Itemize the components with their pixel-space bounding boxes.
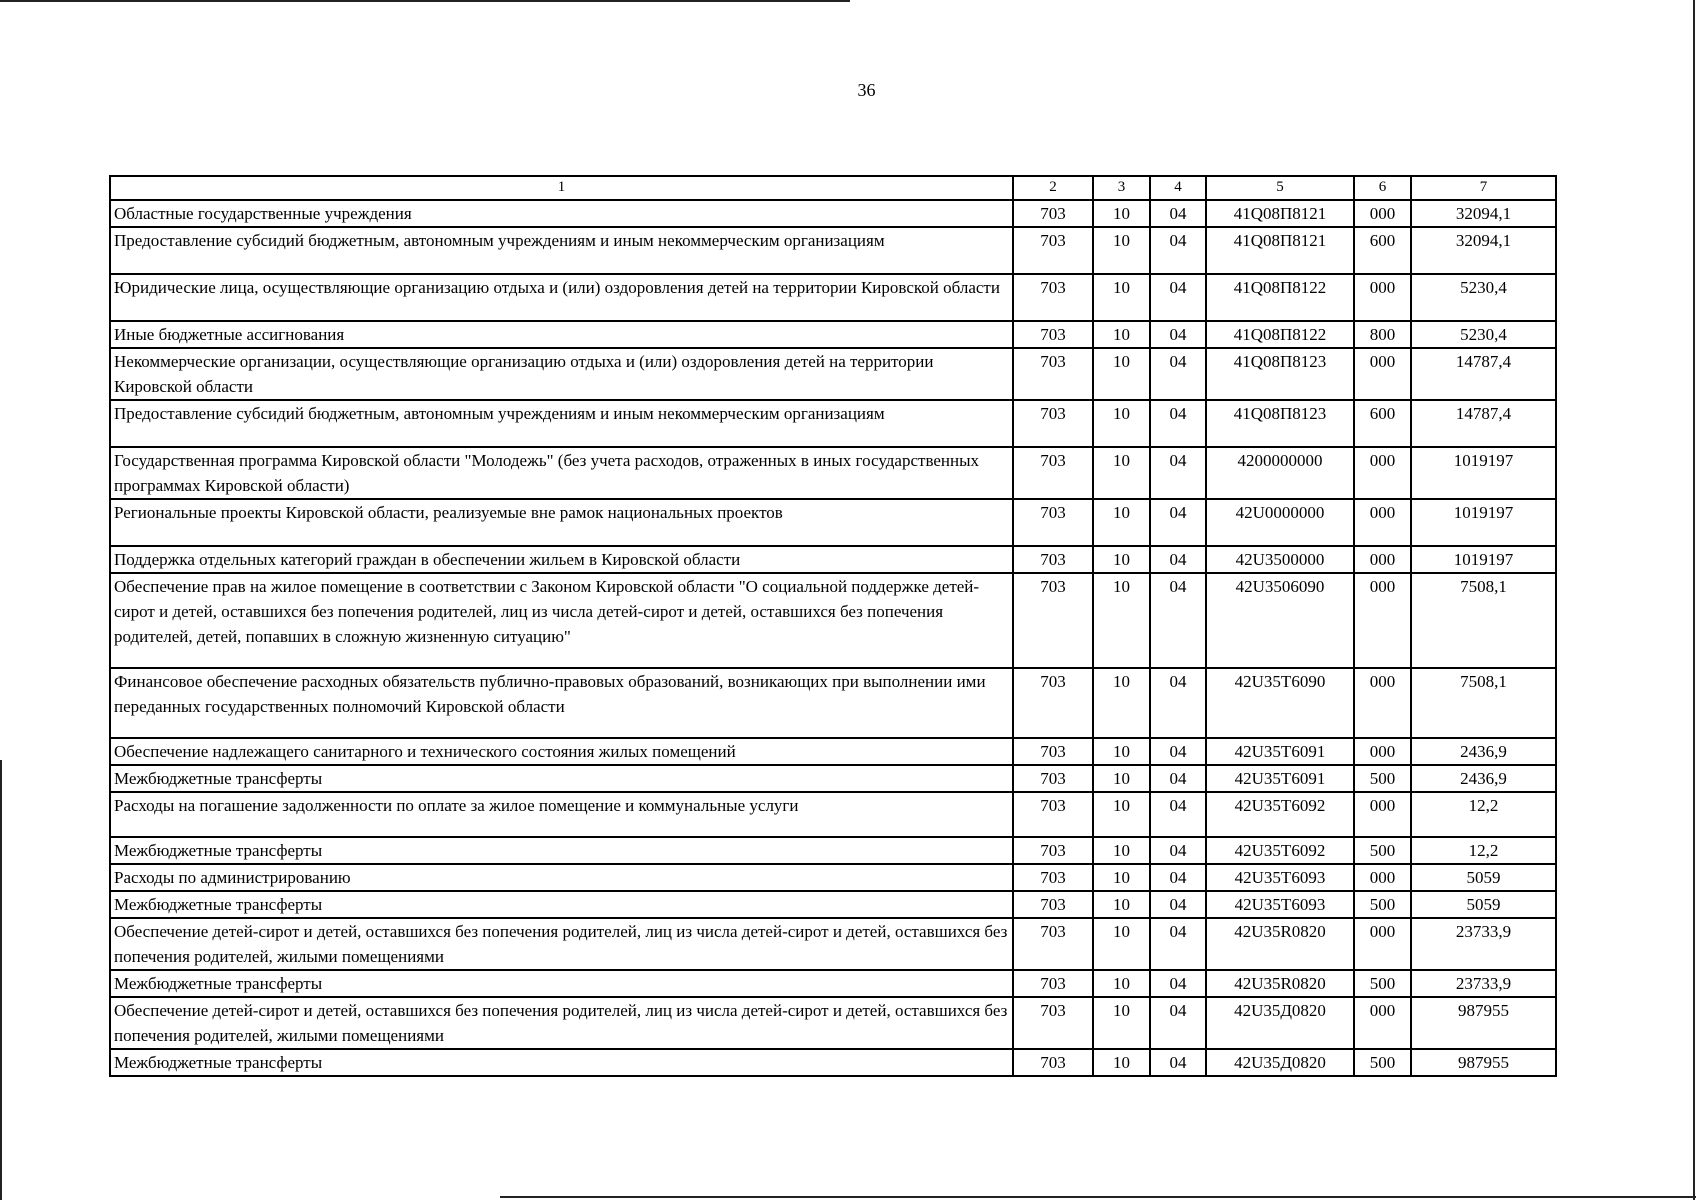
row-target-article: 42U35Д0820 xyxy=(1206,997,1354,1049)
row-expense-type: 000 xyxy=(1354,864,1411,891)
row-name: Расходы по администрированию xyxy=(110,864,1013,891)
row-name: Обеспечение надлежащего санитарного и технического состояния жилых помещений xyxy=(110,738,1013,765)
row-target-article: 4200000000 xyxy=(1206,447,1354,499)
row-amount: 7508,1 xyxy=(1411,668,1556,738)
row-expense-type: 000 xyxy=(1354,573,1411,668)
row-subsection-sub-code: 04 xyxy=(1150,348,1206,400)
row-subsection-code: 10 xyxy=(1093,997,1150,1049)
row-section-code: 703 xyxy=(1013,447,1093,499)
row-target-article: 41Q08П8123 xyxy=(1206,400,1354,447)
table-row xyxy=(110,765,1556,792)
row-amount: 12,2 xyxy=(1411,792,1556,837)
row-expense-type: 500 xyxy=(1354,891,1411,918)
row-section-code: 703 xyxy=(1013,200,1093,227)
row-expense-type: 800 xyxy=(1354,321,1411,348)
scan-edge-top xyxy=(0,0,850,2)
row-section-code: 703 xyxy=(1013,837,1093,864)
row-section-code: 703 xyxy=(1013,1049,1093,1076)
row-target-article: 42U35T6090 xyxy=(1206,668,1354,738)
row-subsection-code: 10 xyxy=(1093,200,1150,227)
row-expense-type: 500 xyxy=(1354,1049,1411,1076)
row-amount: 5230,4 xyxy=(1411,274,1556,321)
table-row xyxy=(110,227,1556,274)
row-amount: 14787,4 xyxy=(1411,400,1556,447)
row-target-article: 42U35R0820 xyxy=(1206,918,1354,970)
column-header: 4 xyxy=(1150,176,1206,200)
row-subsection-code: 10 xyxy=(1093,348,1150,400)
column-header: 1 xyxy=(110,176,1013,200)
row-subsection-code: 10 xyxy=(1093,499,1150,546)
row-subsection-code: 10 xyxy=(1093,447,1150,499)
row-amount: 7508,1 xyxy=(1411,573,1556,668)
row-subsection-sub-code: 04 xyxy=(1150,792,1206,837)
row-name: Расходы на погашение задолженности по оплате за жилое помещение и коммунальные услуги xyxy=(110,792,1013,837)
row-subsection-code: 10 xyxy=(1093,274,1150,321)
column-header: 5 xyxy=(1206,176,1354,200)
row-subsection-code: 10 xyxy=(1093,918,1150,970)
budget-table xyxy=(109,175,1557,1077)
row-name: Обеспечение детей-сирот и детей, оставшихся без попечения родителей, лиц из числа детей-сирот и детей, оставшихся без попечения родителей, жилыми помещениями xyxy=(110,918,1013,970)
row-name: Региональные проекты Кировской области, реализуемые вне рамок национальных проектов xyxy=(110,499,1013,546)
row-name: Предоставление субсидий бюджетным, автономным учреждениям и иным некоммерческим организациям xyxy=(110,227,1013,274)
row-subsection-code: 10 xyxy=(1093,573,1150,668)
row-section-code: 703 xyxy=(1013,765,1093,792)
row-expense-type: 500 xyxy=(1354,837,1411,864)
column-header: 7 xyxy=(1411,176,1556,200)
row-amount: 32094,1 xyxy=(1411,227,1556,274)
row-name: Юридические лица, осуществляющие организацию отдыха и (или) оздоровления детей на территории Кировской области xyxy=(110,274,1013,321)
row-section-code: 703 xyxy=(1013,970,1093,997)
row-target-article: 41Q08П8122 xyxy=(1206,321,1354,348)
row-target-article: 42U3506090 xyxy=(1206,573,1354,668)
row-name: Обеспечение прав на жилое помещение в соответствии с Законом Кировской области "О социальной поддержке детей-сирот и детей, оставшихся без попечения родителей, лиц из числа детей-сирот и детей, оставшихся без попечения родителей, детей, попавших в сложную жизненную ситуацию" xyxy=(110,573,1013,668)
row-name: Поддержка отдельных категорий граждан в обеспечении жильем в Кировской области xyxy=(110,546,1013,573)
row-subsection-sub-code: 04 xyxy=(1150,546,1206,573)
row-target-article: 42U3500000 xyxy=(1206,546,1354,573)
row-subsection-code: 10 xyxy=(1093,321,1150,348)
table-row xyxy=(110,997,1556,1049)
row-amount: 32094,1 xyxy=(1411,200,1556,227)
table-row xyxy=(110,200,1556,227)
row-section-code: 703 xyxy=(1013,792,1093,837)
row-target-article: 41Q08П8123 xyxy=(1206,348,1354,400)
row-name: Обеспечение детей-сирот и детей, оставшихся без попечения родителей, лиц из числа детей-сирот и детей, оставшихся без попечения родителей, жилыми помещениями xyxy=(110,997,1013,1049)
row-expense-type: 500 xyxy=(1354,765,1411,792)
row-target-article: 41Q08П8121 xyxy=(1206,200,1354,227)
row-amount: 23733,9 xyxy=(1411,970,1556,997)
table-row xyxy=(110,738,1556,765)
row-subsection-sub-code: 04 xyxy=(1150,668,1206,738)
row-name: Межбюджетные трансферты xyxy=(110,1049,1013,1076)
row-target-article: 42U35T6091 xyxy=(1206,738,1354,765)
row-amount: 1019197 xyxy=(1411,499,1556,546)
row-subsection-sub-code: 04 xyxy=(1150,837,1206,864)
table-row xyxy=(110,546,1556,573)
row-subsection-code: 10 xyxy=(1093,227,1150,274)
scan-edge-right xyxy=(1693,0,1695,1200)
row-subsection-code: 10 xyxy=(1093,765,1150,792)
table-row xyxy=(110,668,1556,738)
row-name: Предоставление субсидий бюджетным, автономным учреждениям и иным некоммерческим организациям xyxy=(110,400,1013,447)
row-amount: 2436,9 xyxy=(1411,765,1556,792)
column-header: 2 xyxy=(1013,176,1093,200)
row-expense-type: 000 xyxy=(1354,274,1411,321)
table-row xyxy=(110,1049,1556,1076)
scan-edge-left xyxy=(0,760,2,1200)
row-section-code: 703 xyxy=(1013,891,1093,918)
row-section-code: 703 xyxy=(1013,668,1093,738)
row-name: Межбюджетные трансферты xyxy=(110,891,1013,918)
table-row xyxy=(110,321,1556,348)
row-target-article: 41Q08П8122 xyxy=(1206,274,1354,321)
row-amount: 987955 xyxy=(1411,1049,1556,1076)
row-expense-type: 000 xyxy=(1354,997,1411,1049)
row-subsection-code: 10 xyxy=(1093,400,1150,447)
column-header: 6 xyxy=(1354,176,1411,200)
row-amount: 1019197 xyxy=(1411,546,1556,573)
row-subsection-code: 10 xyxy=(1093,891,1150,918)
row-amount: 5059 xyxy=(1411,864,1556,891)
table-row xyxy=(110,400,1556,447)
row-amount: 23733,9 xyxy=(1411,918,1556,970)
row-subsection-sub-code: 04 xyxy=(1150,274,1206,321)
row-name: Межбюджетные трансферты xyxy=(110,765,1013,792)
row-expense-type: 000 xyxy=(1354,668,1411,738)
row-name: Межбюджетные трансферты xyxy=(110,970,1013,997)
row-name: Финансовое обеспечение расходных обязательств публично-правовых образований, возникающих при выполнении ими переданных государственных полномочий Кировской области xyxy=(110,668,1013,738)
table-row xyxy=(110,573,1556,668)
row-subsection-sub-code: 04 xyxy=(1150,227,1206,274)
row-expense-type: 000 xyxy=(1354,348,1411,400)
table-row xyxy=(110,348,1556,400)
row-name: Иные бюджетные ассигнования xyxy=(110,321,1013,348)
page-number: 36 xyxy=(857,80,876,100)
row-section-code: 703 xyxy=(1013,738,1093,765)
table-header-row xyxy=(110,176,1556,200)
row-subsection-sub-code: 04 xyxy=(1150,765,1206,792)
row-target-article: 42U35T6092 xyxy=(1206,837,1354,864)
row-section-code: 703 xyxy=(1013,400,1093,447)
row-subsection-sub-code: 04 xyxy=(1150,499,1206,546)
table-row xyxy=(110,837,1556,864)
row-section-code: 703 xyxy=(1013,348,1093,400)
row-section-code: 703 xyxy=(1013,274,1093,321)
table-row xyxy=(110,499,1556,546)
row-target-article: 42U35Д0820 xyxy=(1206,1049,1354,1076)
row-expense-type: 600 xyxy=(1354,227,1411,274)
row-amount: 5230,4 xyxy=(1411,321,1556,348)
row-name: Областные государственные учреждения xyxy=(110,200,1013,227)
row-expense-type: 000 xyxy=(1354,447,1411,499)
row-expense-type: 000 xyxy=(1354,546,1411,573)
row-subsection-sub-code: 04 xyxy=(1150,891,1206,918)
row-amount: 2436,9 xyxy=(1411,738,1556,765)
row-subsection-sub-code: 04 xyxy=(1150,970,1206,997)
table-row xyxy=(110,792,1556,837)
row-section-code: 703 xyxy=(1013,546,1093,573)
row-subsection-code: 10 xyxy=(1093,792,1150,837)
row-amount: 987955 xyxy=(1411,997,1556,1049)
table-body xyxy=(110,200,1556,1076)
row-subsection-sub-code: 04 xyxy=(1150,1049,1206,1076)
scan-edge-bottom xyxy=(500,1196,1696,1198)
table-row xyxy=(110,918,1556,970)
row-subsection-code: 10 xyxy=(1093,546,1150,573)
table-row xyxy=(110,970,1556,997)
row-subsection-code: 10 xyxy=(1093,738,1150,765)
row-section-code: 703 xyxy=(1013,997,1093,1049)
row-subsection-code: 10 xyxy=(1093,668,1150,738)
row-subsection-sub-code: 04 xyxy=(1150,400,1206,447)
row-subsection-sub-code: 04 xyxy=(1150,918,1206,970)
row-name: Государственная программа Кировской области "Молодежь" (без учета расходов, отраженных в иных государственных программах Кировской области) xyxy=(110,447,1013,499)
row-amount: 12,2 xyxy=(1411,837,1556,864)
row-target-article: 42U35R0820 xyxy=(1206,970,1354,997)
row-subsection-sub-code: 04 xyxy=(1150,997,1206,1049)
row-subsection-code: 10 xyxy=(1093,970,1150,997)
row-amount: 1019197 xyxy=(1411,447,1556,499)
row-expense-type: 000 xyxy=(1354,738,1411,765)
row-target-article: 42U35T6093 xyxy=(1206,864,1354,891)
row-expense-type: 000 xyxy=(1354,200,1411,227)
row-subsection-sub-code: 04 xyxy=(1150,321,1206,348)
row-subsection-code: 10 xyxy=(1093,837,1150,864)
row-subsection-sub-code: 04 xyxy=(1150,573,1206,668)
row-section-code: 703 xyxy=(1013,321,1093,348)
row-subsection-sub-code: 04 xyxy=(1150,447,1206,499)
row-target-article: 42U35T6091 xyxy=(1206,765,1354,792)
table-row xyxy=(110,891,1556,918)
row-subsection-sub-code: 04 xyxy=(1150,864,1206,891)
table-row xyxy=(110,864,1556,891)
row-subsection-sub-code: 04 xyxy=(1150,738,1206,765)
row-name: Межбюджетные трансферты xyxy=(110,837,1013,864)
row-subsection-code: 10 xyxy=(1093,1049,1150,1076)
row-target-article: 42U35T6093 xyxy=(1206,891,1354,918)
row-section-code: 703 xyxy=(1013,918,1093,970)
row-subsection-sub-code: 04 xyxy=(1150,200,1206,227)
row-section-code: 703 xyxy=(1013,573,1093,668)
row-expense-type: 000 xyxy=(1354,792,1411,837)
row-target-article: 41Q08П8121 xyxy=(1206,227,1354,274)
row-target-article: 42U0000000 xyxy=(1206,499,1354,546)
row-subsection-code: 10 xyxy=(1093,864,1150,891)
row-section-code: 703 xyxy=(1013,227,1093,274)
row-expense-type: 600 xyxy=(1354,400,1411,447)
row-section-code: 703 xyxy=(1013,864,1093,891)
row-expense-type: 500 xyxy=(1354,970,1411,997)
row-amount: 14787,4 xyxy=(1411,348,1556,400)
table-row xyxy=(110,274,1556,321)
row-name: Некоммерческие организации, осуществляющие организацию отдыха и (или) оздоровления детей на территории Кировской области xyxy=(110,348,1013,400)
row-amount: 5059 xyxy=(1411,891,1556,918)
row-target-article: 42U35T6092 xyxy=(1206,792,1354,837)
row-expense-type: 000 xyxy=(1354,499,1411,546)
row-expense-type: 000 xyxy=(1354,918,1411,970)
row-section-code: 703 xyxy=(1013,499,1093,546)
table-row xyxy=(110,447,1556,499)
column-header: 3 xyxy=(1093,176,1150,200)
